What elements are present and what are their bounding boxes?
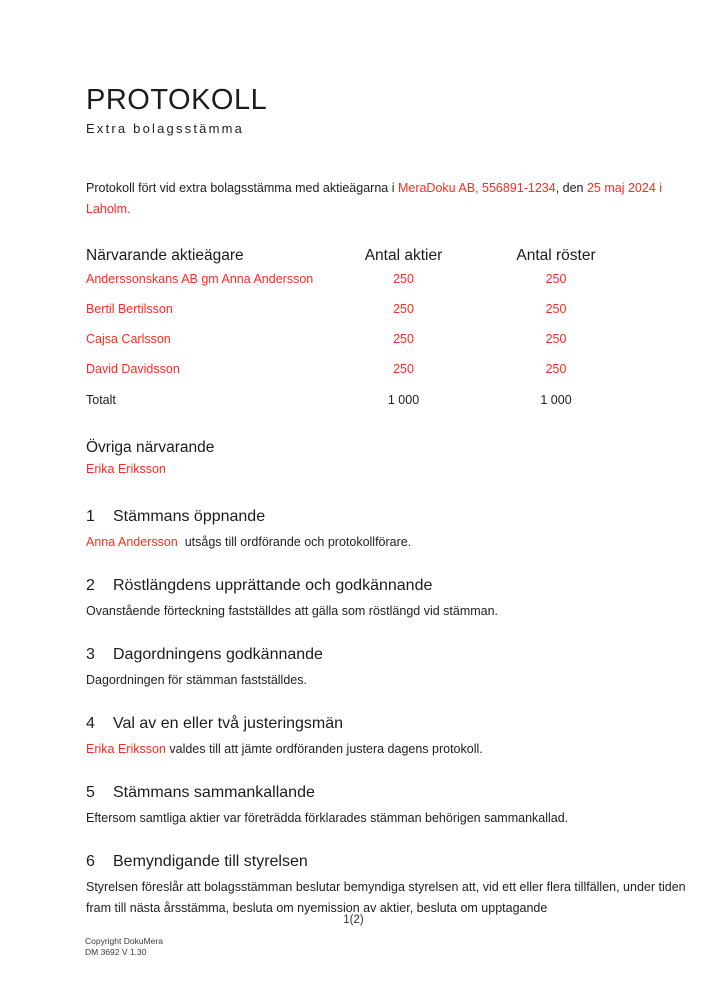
others-present [86, 438, 707, 477]
attendee-votes: 250 [545, 302, 567, 316]
attendee-name: Cajsa Carlsson [86, 332, 171, 346]
body-text: Dagordningen för stämman fastställdes. [86, 673, 307, 687]
attendee-shares: 250 [393, 302, 414, 316]
person-name: Anna Andersson [86, 535, 178, 549]
section-number: 3 [86, 646, 95, 663]
section-title: Röstlängdens upprättande och godkännande [113, 577, 433, 594]
copyright-line-2: DM 3692 V 1.30 [85, 947, 147, 957]
table-row [86, 361, 636, 377]
body-text: Eftersom samtliga aktier var företrädda förklarades stämman behörigen sammankallad. [86, 811, 569, 825]
section-number: 1 [86, 508, 95, 525]
intro-segment: Protokoll fört vid extra bolagsstämma med aktieägarna i [86, 181, 398, 195]
section-heading [86, 575, 707, 596]
section-number: 2 [86, 577, 95, 594]
attendees-table [86, 246, 636, 408]
section-number: 4 [86, 715, 95, 732]
section-1 [86, 506, 707, 553]
attendee-shares: 250 [393, 272, 414, 286]
section-heading [86, 782, 707, 803]
table-row [86, 331, 636, 347]
table-row [86, 271, 636, 287]
section-heading [86, 506, 707, 527]
intro-paragraph [86, 178, 666, 220]
section-number: 5 [86, 784, 95, 801]
section-heading [86, 713, 707, 734]
section-title: Bemyndigande till styrelsen [113, 853, 308, 870]
section-title: Val av en eller två justeringsmän [113, 715, 344, 732]
page-number: 1(2) [343, 914, 364, 926]
total-shares: 1 000 [387, 393, 420, 407]
section-5 [86, 782, 707, 829]
attendee-votes: 250 [545, 332, 567, 346]
person-name: Erika Eriksson [86, 742, 166, 756]
table-row [86, 301, 636, 317]
body-text: Styrelsen föreslår att bolagsstämman beslutar bemyndiga styrelsen att, vid ett eller flera tillfällen, under tiden fram till nästa årsstämma, besluta om nyemission av aktier, besluta om upptagande [86, 880, 690, 915]
section-title: Stämmans sammankallande [113, 784, 315, 801]
table-row-total [86, 392, 636, 408]
intro-segment: , den [555, 181, 587, 195]
document-title: PROTOKOLL [86, 84, 268, 116]
attendees-table-header-row [86, 246, 636, 265]
section-body [86, 670, 706, 691]
others-present-name: Erika Eriksson [86, 462, 166, 476]
attendee-shares: 250 [393, 362, 414, 376]
section-6 [86, 851, 707, 919]
body-text: valdes till att jämte ordföranden justera dagens protokoll. [165, 742, 483, 756]
body-text: Ovanstående förteckning fastställdes att gälla som röstlängd vid stämman. [86, 604, 499, 618]
section-title: Stämmans öppnande [113, 508, 266, 525]
attendee-shares: 250 [393, 332, 414, 346]
copyright-line-1: Copyright DokuMera [85, 936, 163, 946]
column-header-attendees: Närvarande aktieägare [86, 247, 244, 264]
section-3 [86, 644, 707, 691]
attendee-name: Bertil Bertilsson [86, 302, 173, 316]
document-subtitle: Extra bolagsstämma [86, 121, 245, 136]
attendee-votes: 250 [545, 272, 567, 286]
total-label: Totalt [86, 393, 116, 407]
column-header-votes: Antal röster [516, 247, 596, 264]
column-header-shares: Antal aktier [364, 247, 443, 264]
others-present-heading: Övriga närvarande [86, 439, 215, 456]
copyright-notice [85, 936, 163, 958]
intro-segment-company: MeraDoku AB, 556891-1234 [397, 181, 556, 195]
attendee-votes: 250 [545, 362, 567, 376]
section-2 [86, 575, 707, 622]
total-votes: 1 000 [540, 393, 572, 407]
section-title: Dagordningens godkännande [113, 646, 323, 663]
body-text: utsågs till ordförande och protokollförare. [177, 535, 412, 549]
section-heading [86, 644, 707, 665]
attendee-name: Anderssonskans AB gm Anna Andersson [86, 272, 314, 286]
section-body [86, 808, 706, 829]
intro-segment-date-place: 25 maj 2024 i Laholm. [86, 181, 666, 216]
section-body [86, 739, 706, 760]
section-heading [86, 851, 707, 872]
section-body [86, 877, 706, 919]
section-body [86, 601, 706, 622]
section-4 [86, 713, 707, 760]
attendee-name: David Davidsson [86, 362, 180, 376]
section-body [86, 532, 706, 553]
section-number: 6 [86, 853, 95, 870]
